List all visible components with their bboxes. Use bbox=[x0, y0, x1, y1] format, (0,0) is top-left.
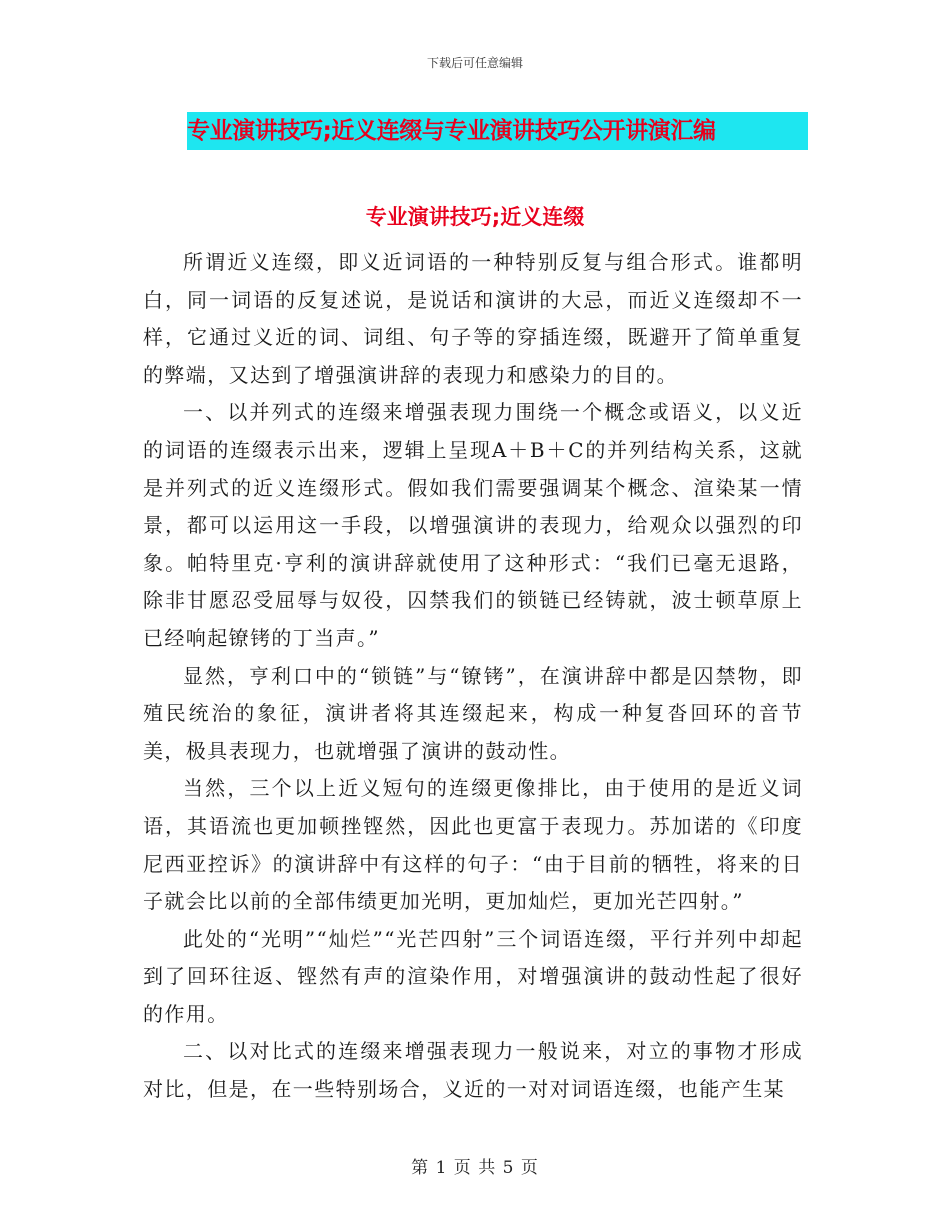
page-number: 第 1 页 共 5 页 bbox=[411, 1158, 539, 1178]
body-text bbox=[143, 244, 803, 1109]
paragraph: 二、以对比式的连缀来增强表现力一般说来，对立的事物才形成对比，但是，在一些特别场合，义近的一对对词语连缀，也能产生某 bbox=[143, 1039, 803, 1102]
section-title: 专业演讲技巧;近义连缀 bbox=[365, 205, 585, 229]
paragraph: 显然，亨利口中的“锁链”与“镣铐”，在演讲辞中都是囚禁物，即殖民统治的象征，演讲者将其连缀起来，构成一种复沓回环的音节美，极具表现力，也就增强了演讲的鼓动性。 bbox=[143, 663, 803, 763]
paragraph: 一、以并列式的连缀来增强表现力围绕一个概念或语义，以义近的词语的连缀表示出来，逻辑上呈现A＋B＋C的并列结构关系，这就是并列式的近义连缀形式。假如我们需要强调某个概念、渲染某一情景，都可以运用这一手段，以增强演讲的表现力，给观众以强烈的印象。帕特里克·亨利的演讲辞就使用了这种形式：“我们已毫无退路，除非甘愿忍受屈辱与奴役，囚禁我们的锁链已经铸就，波士顿草原上已经响起镣铐的丁当声。” bbox=[143, 400, 803, 650]
paragraph: 所谓近义连缀，即义近词语的一种特别反复与组合形式。谁都明白，同一词语的反复述说，是说话和演讲的大忌，而近义连缀却不一样，它通过义近的词、词组、句子等的穿插连缀，既避开了简单重复的弊端，又达到了增强演讲辞的表现力和感染力的目的。 bbox=[143, 250, 803, 387]
header-note: 下载后可任意编辑 bbox=[426, 56, 523, 70]
document-title: 专业演讲技巧;近义连缀与专业演讲技巧公开讲演汇编 bbox=[187, 112, 808, 150]
paragraph: 当然，三个以上近义短句的连缀更像排比，由于使用的是近义词语，其语流也更加顿挫铿然，因此也更富于表现力。苏加诺的《印度尼西亚控诉》的演讲辞中有这样的句子：“由于目前的牺牲，将来的日子就会比以前的全部伟绩更加光明，更加灿烂，更加光芒四射。” bbox=[143, 776, 803, 914]
paragraph: 此处的“光明”“灿烂”“光芒四射”三个词语连缀，平行并列中却起到了回环往返、铿然有声的渲染作用，对增强演讲的鼓动性起了很好的作用。 bbox=[143, 926, 803, 1026]
